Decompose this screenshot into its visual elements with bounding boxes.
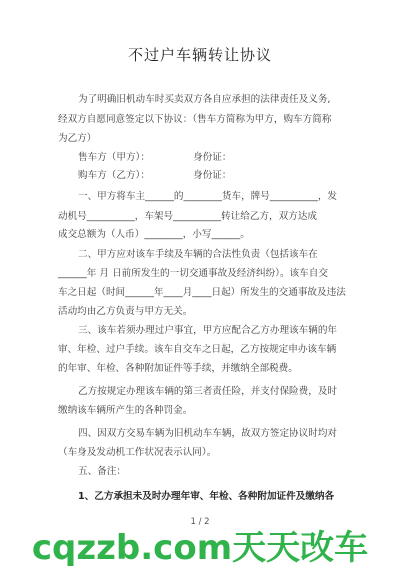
page-number: 1 / 2 xyxy=(190,517,210,527)
insurance-line: 乙方按规定办理该车辆的第三者责任险，并支付保险费，及时 xyxy=(78,386,338,397)
clause-2-line: ______年 月 日前所发生的一切交通事故及经济纠纷）。该车自交 xyxy=(58,268,328,279)
clause-5-heading: 五、备注： xyxy=(78,466,126,477)
paragraph-line: 为乙方） xyxy=(58,133,97,144)
remark-line: 1、乙方承担未及时办理年审、年检、各种附加证件及缴纳各 xyxy=(78,491,335,502)
seller-line: 售车方（甲方）： 身份证： xyxy=(78,152,232,163)
clause-3-line: 审、年检、过户手续。该车自交车之日起，乙方按规定申办该车辆 xyxy=(58,344,337,355)
clause-2-line: 车之日起（时间______年____月____日起）所发生的交通事故及违法 xyxy=(58,287,346,298)
clause-3-line: 三、该车若须办理过户事宜，甲方应配合乙方办理该车辆的年 xyxy=(78,325,338,336)
clause-4-line: 四、因双方交易车辆为旧机动车车辆，故双方签定协议时均对 xyxy=(78,428,338,439)
clause-1-line: 一、甲方将车主______的________货车，牌号__________，发 xyxy=(78,191,338,202)
clause-2-line: 二、甲方应对该车手续及车辆的合法性负责（包括该车在 xyxy=(78,249,318,260)
paragraph-line: 为了明确旧机动车时买卖双方各自应承担的法律责任及义务, xyxy=(78,94,331,105)
clause-3-line: 的年审、年检、各种附加证件等手续，并缴纳全部税费。 xyxy=(58,363,298,374)
document-title: 不过户车辆转让协议 xyxy=(127,46,272,64)
clause-1-line: 成交总额为（人币）________，小写______。 xyxy=(58,229,250,240)
clause-4-line: （车身及发动机工作状况表示认同）。 xyxy=(58,447,217,458)
paragraph-line: 经双方自愿同意签定以下协议：（售车方简称为甲方，购车方简称 xyxy=(58,114,332,125)
watermark-logo: cqzzb.com天天改车 xyxy=(31,528,369,568)
insurance-line: 缴纳该车辆所产生的各种罚金。 xyxy=(58,405,193,416)
buyer-line: 购车方（乙方）： 身份证： xyxy=(78,170,232,181)
clause-2-line: 活动均由乙方负责与甲方无关。 xyxy=(58,306,193,317)
clause-1-line: 动机号__________，车架号__________转让给乙方，双方达成 xyxy=(58,211,318,222)
